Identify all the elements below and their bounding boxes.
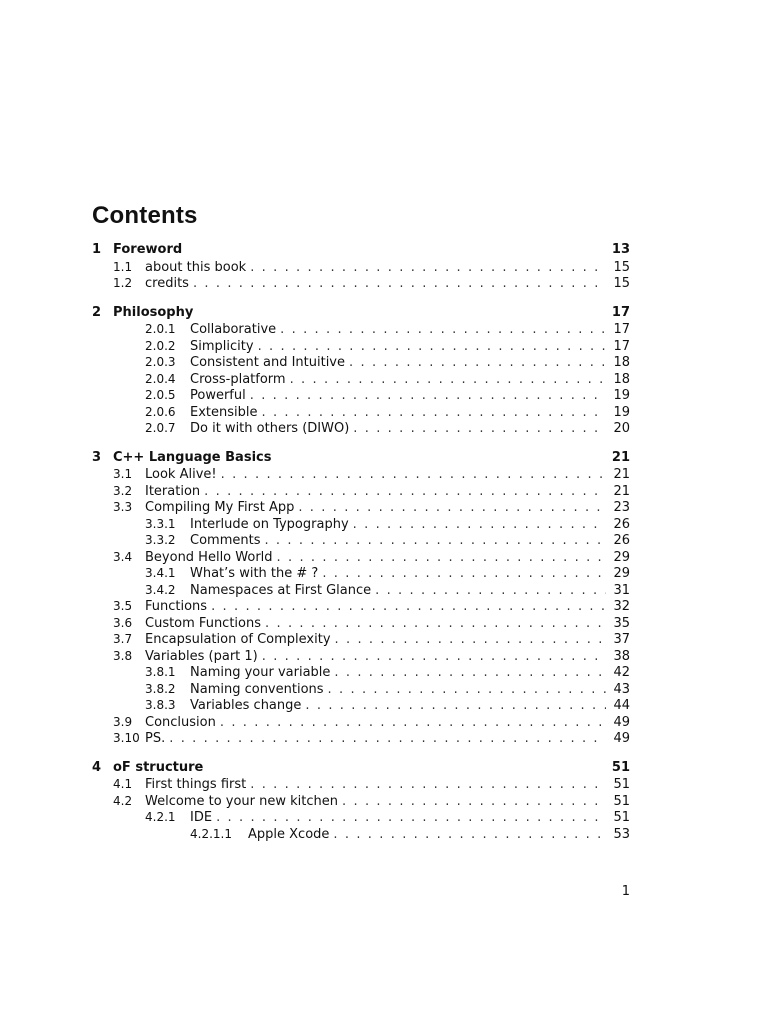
toc-entry-title: Extensible xyxy=(190,404,258,420)
toc-dot-leader xyxy=(250,777,606,794)
toc-entry-title: Functions xyxy=(145,599,208,614)
toc-entry-number: 3.10 xyxy=(113,731,140,745)
toc-entry-title: Collaborative xyxy=(190,322,277,337)
toc-entry-number: 3.4.1 xyxy=(145,566,176,580)
toc-entry-number: 3.8.2 xyxy=(145,681,176,696)
toc-entry-page: 51 xyxy=(613,777,630,792)
toc-entry-title: Philosophy xyxy=(113,304,194,320)
toc-dot-leader xyxy=(290,372,606,389)
toc-entry-title: Apple Xcode xyxy=(248,826,330,842)
toc-entry-page: 29 xyxy=(613,566,630,581)
toc-entry-number: 3.9 xyxy=(113,714,133,729)
toc-entry-page: 44 xyxy=(613,698,630,713)
toc-entry-title: Consistent and Intuitive xyxy=(190,355,346,370)
toc-chapter-row[interactable] xyxy=(92,760,630,777)
toc-entry-number: 3.4 xyxy=(113,549,133,564)
toc-entry-title: What’s with the # ? xyxy=(190,566,319,581)
toc-entry-title: Namespaces at First Glance xyxy=(190,582,372,598)
toc-entry-row[interactable] xyxy=(92,549,630,566)
toc-dot-leader xyxy=(335,632,606,649)
toc-entry-page: 19 xyxy=(613,404,630,420)
toc-entry-page: 35 xyxy=(613,615,630,631)
toc-entry-title: Interlude on Typography xyxy=(190,516,349,532)
toc-entry-page: 51 xyxy=(613,810,630,825)
toc-dot-leader xyxy=(353,517,606,534)
toc-entry-page: 21 xyxy=(613,483,630,499)
toc-dot-leader xyxy=(262,649,606,666)
toc-entry-row[interactable] xyxy=(92,404,630,421)
toc-entry-title: Naming conventions xyxy=(190,681,324,697)
toc-entry-number: 1.2 xyxy=(113,276,133,290)
toc-entry-title: PS. xyxy=(145,731,166,746)
toc-entry-title: Do it with others (DIWO) xyxy=(190,421,350,436)
toc-entry-row[interactable] xyxy=(92,776,630,793)
toc-chapter-row[interactable] xyxy=(92,305,630,322)
toc-entry-number: 2 xyxy=(92,304,102,320)
toc-dot-leader xyxy=(250,388,606,405)
toc-entry-row[interactable] xyxy=(92,499,630,516)
toc-entry-page: 31 xyxy=(613,582,630,598)
toc-entry-number: 3.5 xyxy=(113,599,133,613)
toc-entry-number: 3.3.1 xyxy=(145,516,176,531)
toc-entry-title: IDE xyxy=(190,810,213,825)
toc-dot-leader xyxy=(375,583,606,600)
toc-entry-row[interactable] xyxy=(92,321,630,338)
toc-entry-page: 17 xyxy=(613,338,630,354)
toc-dot-leader xyxy=(298,500,606,517)
toc-entry-page: 23 xyxy=(613,500,630,515)
toc-entry-page: 18 xyxy=(613,371,630,387)
toc-entry-row[interactable] xyxy=(92,664,630,681)
toc-entry-title: Beyond Hello World xyxy=(145,549,273,565)
toc-entry-number: 3 xyxy=(92,449,102,465)
toc-entry-title: Naming your variable xyxy=(190,665,331,680)
toc-dot-leader xyxy=(334,665,606,682)
toc-entry-page: 21 xyxy=(613,467,630,482)
toc-entry-row[interactable] xyxy=(92,516,630,533)
toc-entry-title: Foreword xyxy=(113,242,183,257)
toc-entry-row[interactable] xyxy=(92,582,630,599)
toc-entry-page: 42 xyxy=(613,665,630,680)
toc-entry-number: 3.6 xyxy=(113,615,133,630)
toc-entry-number: 3.8 xyxy=(113,648,133,663)
toc-entry-number: 2.0.5 xyxy=(145,388,176,402)
toc-entry-number: 3.1 xyxy=(113,467,133,481)
toc-entry-row[interactable] xyxy=(92,338,630,355)
toc-entry-number: 4 xyxy=(92,759,102,775)
toc-entry-number: 3.8.1 xyxy=(145,665,176,679)
toc-entry-page: 19 xyxy=(613,388,630,403)
toc-entry-title: Powerful xyxy=(190,388,246,403)
toc-entry-title: Variables (part 1) xyxy=(145,648,258,664)
toc-dot-leader xyxy=(169,731,606,748)
toc-entry-row[interactable] xyxy=(92,826,630,843)
toc-entry-title: Conclusion xyxy=(145,714,216,730)
toc-entry-number: 1 xyxy=(92,242,102,257)
toc-entry-page: 26 xyxy=(613,533,630,548)
toc-entry-number: 3.7 xyxy=(113,632,133,646)
toc-entry-number: 3.4.2 xyxy=(145,582,176,597)
toc-dot-leader xyxy=(328,682,606,699)
toc-dot-leader xyxy=(322,566,606,583)
toc-entry-page: 20 xyxy=(613,421,630,436)
toc-entry-title: Variables change xyxy=(190,698,302,713)
toc-entry-number: 2.0.4 xyxy=(145,371,176,386)
toc-entry-row[interactable] xyxy=(92,275,630,292)
toc-entry-row[interactable] xyxy=(92,714,630,731)
toc-entry-row[interactable] xyxy=(92,466,630,483)
page-number: 1 xyxy=(621,884,630,899)
toc-entry-title: Iteration xyxy=(145,483,201,499)
toc-entry-number: 3.2 xyxy=(113,483,133,498)
toc-entry-row[interactable] xyxy=(92,483,630,500)
toc-entry-title: Encapsulation of Complexity xyxy=(145,632,331,647)
toc-entry-title: Cross-platform xyxy=(190,371,286,387)
toc-entry-number: 2.0.7 xyxy=(145,421,176,435)
table-of-contents xyxy=(92,242,630,842)
toc-entry-page: 49 xyxy=(613,714,630,730)
toc-entry-row[interactable] xyxy=(92,371,630,388)
toc-entry-title: Simplicity xyxy=(190,338,254,354)
toc-entry-row[interactable] xyxy=(92,387,630,404)
toc-entry-page: 51 xyxy=(611,759,630,775)
toc-entry-page: 17 xyxy=(613,322,630,337)
toc-dot-leader xyxy=(305,698,606,715)
toc-dot-leader xyxy=(216,810,606,827)
toc-entry-title: oF structure xyxy=(113,759,204,775)
toc-dot-leader xyxy=(265,616,606,633)
toc-entry-row[interactable] xyxy=(92,648,630,665)
toc-dot-leader xyxy=(349,355,606,372)
toc-entry-title: credits xyxy=(145,276,189,291)
toc-entry-row[interactable] xyxy=(92,809,630,826)
toc-entry-title: Custom Functions xyxy=(145,615,262,631)
toc-entry-number: 4.2.1.1 xyxy=(190,826,232,841)
toc-entry-row[interactable] xyxy=(92,631,630,648)
toc-entry-page: 51 xyxy=(613,793,630,809)
toc-entry-row[interactable] xyxy=(92,681,630,698)
toc-entry-title: First things first xyxy=(145,777,247,792)
toc-entry-title: Welcome to your new kitchen xyxy=(145,793,339,809)
toc-entry-title: C++ Language Basics xyxy=(113,449,272,465)
toc-entry-page: 26 xyxy=(613,516,630,532)
toc-entry-page: 43 xyxy=(613,681,630,697)
toc-entry-number: 2.0.2 xyxy=(145,338,176,353)
toc-entry-row[interactable] xyxy=(92,420,630,437)
toc-entry-number: 3.8.3 xyxy=(145,698,176,712)
toc-chapter-row[interactable] xyxy=(92,242,630,259)
toc-entry-number: 3.3 xyxy=(113,500,133,514)
toc-dot-leader xyxy=(193,276,606,293)
toc-entry-row[interactable] xyxy=(92,354,630,371)
toc-dot-leader xyxy=(262,405,607,422)
toc-entry-number: 2.0.6 xyxy=(145,404,176,419)
toc-entry-page: 15 xyxy=(613,276,630,291)
toc-chapter-row[interactable] xyxy=(92,450,630,467)
toc-dot-leader xyxy=(333,827,606,844)
toc-entry-page: 49 xyxy=(613,731,630,746)
toc-entry-row[interactable] xyxy=(92,532,630,549)
toc-entry-number: 2.0.1 xyxy=(145,322,176,336)
toc-entry-row[interactable] xyxy=(92,598,630,615)
toc-entry-page: 38 xyxy=(613,648,630,664)
toc-dot-leader xyxy=(264,533,606,550)
toc-entry-number: 3.3.2 xyxy=(145,533,176,547)
toc-entry-title: Comments xyxy=(190,533,261,548)
toc-entry-row[interactable] xyxy=(92,259,630,276)
toc-dot-leader xyxy=(221,467,606,484)
toc-entry-number: 2.0.3 xyxy=(145,355,176,369)
toc-dot-leader xyxy=(353,421,606,438)
toc-entry-page: 21 xyxy=(611,449,630,465)
toc-entry-number: 4.2.1 xyxy=(145,810,176,824)
toc-entry-page: 29 xyxy=(613,549,630,565)
toc-entry-number: 4.2 xyxy=(113,793,133,808)
toc-dot-leader xyxy=(277,550,606,567)
page-title: Contents xyxy=(92,202,198,230)
toc-entry-row[interactable] xyxy=(92,697,630,714)
toc-dot-leader xyxy=(280,322,606,339)
toc-entry-number: 1.1 xyxy=(113,259,133,274)
toc-entry-page: 53 xyxy=(613,826,630,842)
toc-entry-title: about this book xyxy=(145,259,247,275)
toc-dot-leader xyxy=(220,715,606,732)
toc-entry-row[interactable] xyxy=(92,730,630,747)
toc-dot-leader xyxy=(204,484,606,501)
toc-entry-number: 4.1 xyxy=(113,777,133,791)
toc-entry-row[interactable] xyxy=(92,565,630,582)
toc-entry-page: 13 xyxy=(611,242,630,257)
toc-entry-row[interactable] xyxy=(92,615,630,632)
toc-dot-leader xyxy=(342,794,606,811)
toc-dot-leader xyxy=(258,339,606,356)
toc-entry-row[interactable] xyxy=(92,793,630,810)
toc-dot-leader xyxy=(211,599,606,616)
toc-entry-title: Compiling My First App xyxy=(145,500,295,515)
toc-entry-page: 32 xyxy=(613,599,630,614)
toc-dot-leader xyxy=(250,260,606,277)
toc-entry-title: Look Alive! xyxy=(145,467,217,482)
toc-entry-page: 17 xyxy=(611,304,630,320)
toc-entry-page: 15 xyxy=(613,259,630,275)
toc-entry-page: 37 xyxy=(613,632,630,647)
toc-entry-page: 18 xyxy=(613,355,630,370)
